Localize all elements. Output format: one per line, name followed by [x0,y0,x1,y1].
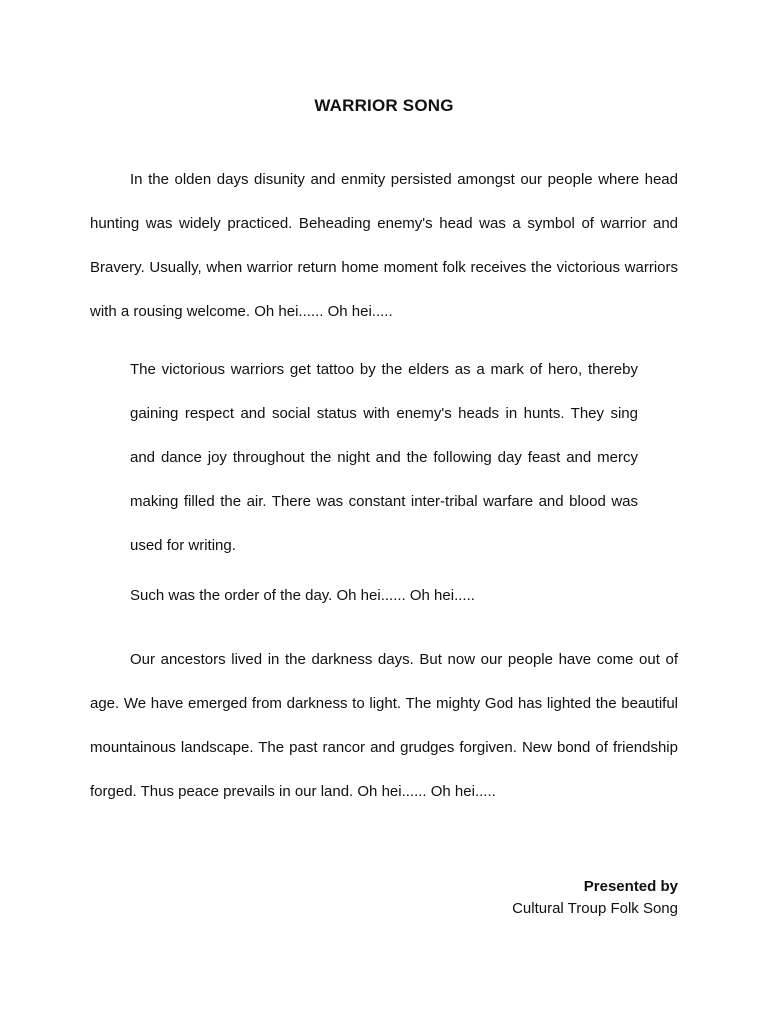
document-title: WARRIOR SONG [314,96,454,115]
signature-name: Cultural Troup Folk Song [512,900,678,917]
paragraph-ancestors: Our ancestors lived in the darkness days. But now our people have come out of age. We have emerged from darkness to light. The mighty God has lighted the beautiful mountainous landscape. The past rancor and grudges forgiven. New bond of friendship forged. Thus peace prevails in our land. Oh hei...... Oh hei..... [90,651,678,800]
paragraph-intro: In the olden days disunity and enmity persisted amongst our people where head hunting was widely practiced. Beheading enemy's head was a symbol of warrior and Bravery. Usually, when warrior return home moment folk receives the victorious warriors with a rousing welcome. Oh hei...... Oh hei..... [90,171,678,320]
paragraph-tattoo: The victorious warriors get tattoo by the elders as a mark of hero, thereby gaining respect and social status with enemy's heads in hunts. They sing and dance joy throughout the night and the following day feast and mercy making filled the air. There was constant inter-tribal warfare and blood was used for writing. [130,361,638,554]
signature-label: Presented by [583,878,678,895]
signature-block [512,876,678,920]
paragraph-order-of-day: Such was the order of the day. Oh hei...... Oh hei..... [130,587,475,604]
